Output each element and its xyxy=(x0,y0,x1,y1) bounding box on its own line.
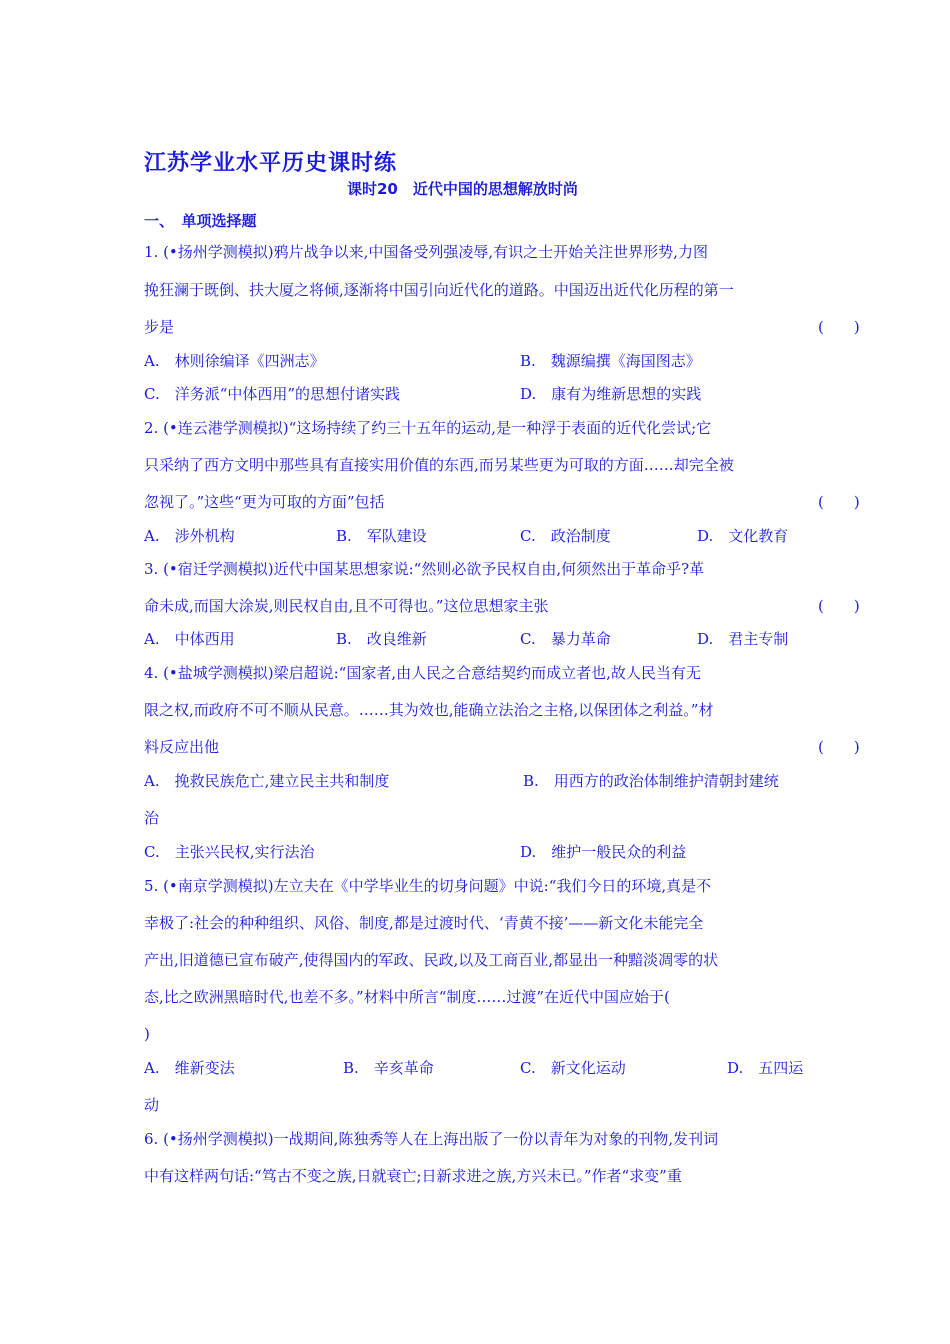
answer-paren-1: ( ) xyxy=(818,318,860,336)
question-2-line-2: 只采纳了西方文明中那些具有直接实用价值的东西,而另某些更为可取的方面……却完全被 xyxy=(144,456,734,474)
question-5-line-2: 幸极了:社会的种种组织、风俗、制度,都是过渡时代、‘青黄不接’——新文化未能完全 xyxy=(144,914,704,932)
question-4-line-1: 4. (•盐城学测模拟)梁启超说:“国家者,由人民之合意结契约而成立者也,故人民当有无 xyxy=(144,664,701,682)
lesson-subtitle: 课时20 近代中国的思想解放时尚 xyxy=(347,180,578,198)
question-2-line-3: 忽视了。”这些“更为可取的方面”包括 xyxy=(144,493,385,511)
question-3-line-1: 3. (•宿迁学测模拟)近代中国某思想家说:“然则必欲予民权自由,何须然出于革命乎?革 xyxy=(144,560,705,578)
question-4-option-d: D. 维护一般民众的利益 xyxy=(520,843,687,861)
question-2-line-1: 2. (•连云港学测模拟)“这场持续了约三十五年的运动,是一种浮于表面的近代化尝试;它 xyxy=(144,419,712,437)
question-5-option-b: B. 辛亥革命 xyxy=(343,1059,434,1077)
question-1-line-3: 步是 xyxy=(144,318,175,336)
question-2-option-c: C. 政治制度 xyxy=(520,527,611,545)
page-title: 江苏学业水平历史课时练 xyxy=(144,151,398,176)
question-3-option-c: C. 暴力革命 xyxy=(520,630,611,648)
question-3-option-b: B. 改良维新 xyxy=(336,630,427,648)
question-5-line-3: 产出,旧道德已宣布破产,使得国内的军政、民政,以及工商百业,都显出一种黯淡凋零的状 xyxy=(144,951,719,969)
question-5-option-a: A. 维新变法 xyxy=(144,1059,235,1077)
question-1-line-1: 1. (•扬州学测模拟)鸦片战争以来,中国备受列强凌辱,有识之士开始关注世界形势,力图 xyxy=(144,243,708,261)
question-1-option-b: B. 魏源编撰《海国图志》 xyxy=(520,352,701,370)
question-2-option-d: D. 文化教育 xyxy=(697,527,789,545)
question-3-option-a: A. 中体西用 xyxy=(144,630,235,648)
question-5-line-1: 5. (•南京学测模拟)左立夫在《中学毕业生的切身问题》中说:“我们今日的环境,真是不 xyxy=(144,877,712,895)
question-4-option-b-cont: 治 xyxy=(144,809,160,827)
question-6-line-1: 6. (•扬州学测模拟)一战期间,陈独秀等人在上海出版了一份以青年为对象的刊物,发刊词 xyxy=(144,1130,719,1148)
question-5-option-d: D. 五四运 xyxy=(727,1059,804,1077)
question-5-line-5: ) xyxy=(144,1025,150,1043)
section-heading: 一、 单项选择题 xyxy=(144,212,257,230)
answer-paren-4: ( ) xyxy=(818,738,860,756)
question-5-option-c: C. 新文化运动 xyxy=(520,1059,626,1077)
question-2-option-a: A. 涉外机构 xyxy=(144,527,235,545)
question-1-line-2: 挽狂澜于既倒、扶大厦之将倾,逐渐将中国引向近代化的道路。中国迈出近代化历程的第一 xyxy=(144,281,734,299)
question-2-option-b: B. 军队建设 xyxy=(336,527,427,545)
question-4-option-c: C. 主张兴民权,实行法治 xyxy=(144,843,315,861)
question-1-option-c: C. 洋务派“中体西用”的思想付诸实践 xyxy=(144,385,401,403)
question-3-line-2: 命未成,而国大涂炭,则民权自由,且不可得也。”这位思想家主张 xyxy=(144,597,549,615)
question-4-line-3: 料反应出他 xyxy=(144,738,220,756)
question-4-line-2: 限之权,而政府不可不顺从民意。……其为效也,能确立法治之主格,以保团体之利益。”材 xyxy=(144,701,714,719)
question-3-option-d: D. 君主专制 xyxy=(697,630,789,648)
question-6-line-2: 中有这样两句话:“笃古不变之族,日就衰亡;日新求进之族,方兴未已。”作者“求变”重 xyxy=(144,1167,682,1185)
question-1-option-d: D. 康有为维新思想的实践 xyxy=(520,385,702,403)
answer-paren-3: ( ) xyxy=(818,597,860,615)
answer-paren-2: ( ) xyxy=(818,493,860,511)
question-4-option-b: B. 用西方的政治体制维护清朝封建统 xyxy=(523,772,779,790)
question-5-line-4: 态,比之欧洲黑暗时代,也差不多。”材料中所言“制度……过渡”在近代中国应始于( xyxy=(144,988,670,1006)
question-4-option-a: A. 挽救民族危亡,建立民主共和制度 xyxy=(144,772,390,790)
question-5-option-d-cont: 动 xyxy=(144,1096,160,1114)
question-1-option-a: A. 林则徐编译《四洲志》 xyxy=(144,352,325,370)
